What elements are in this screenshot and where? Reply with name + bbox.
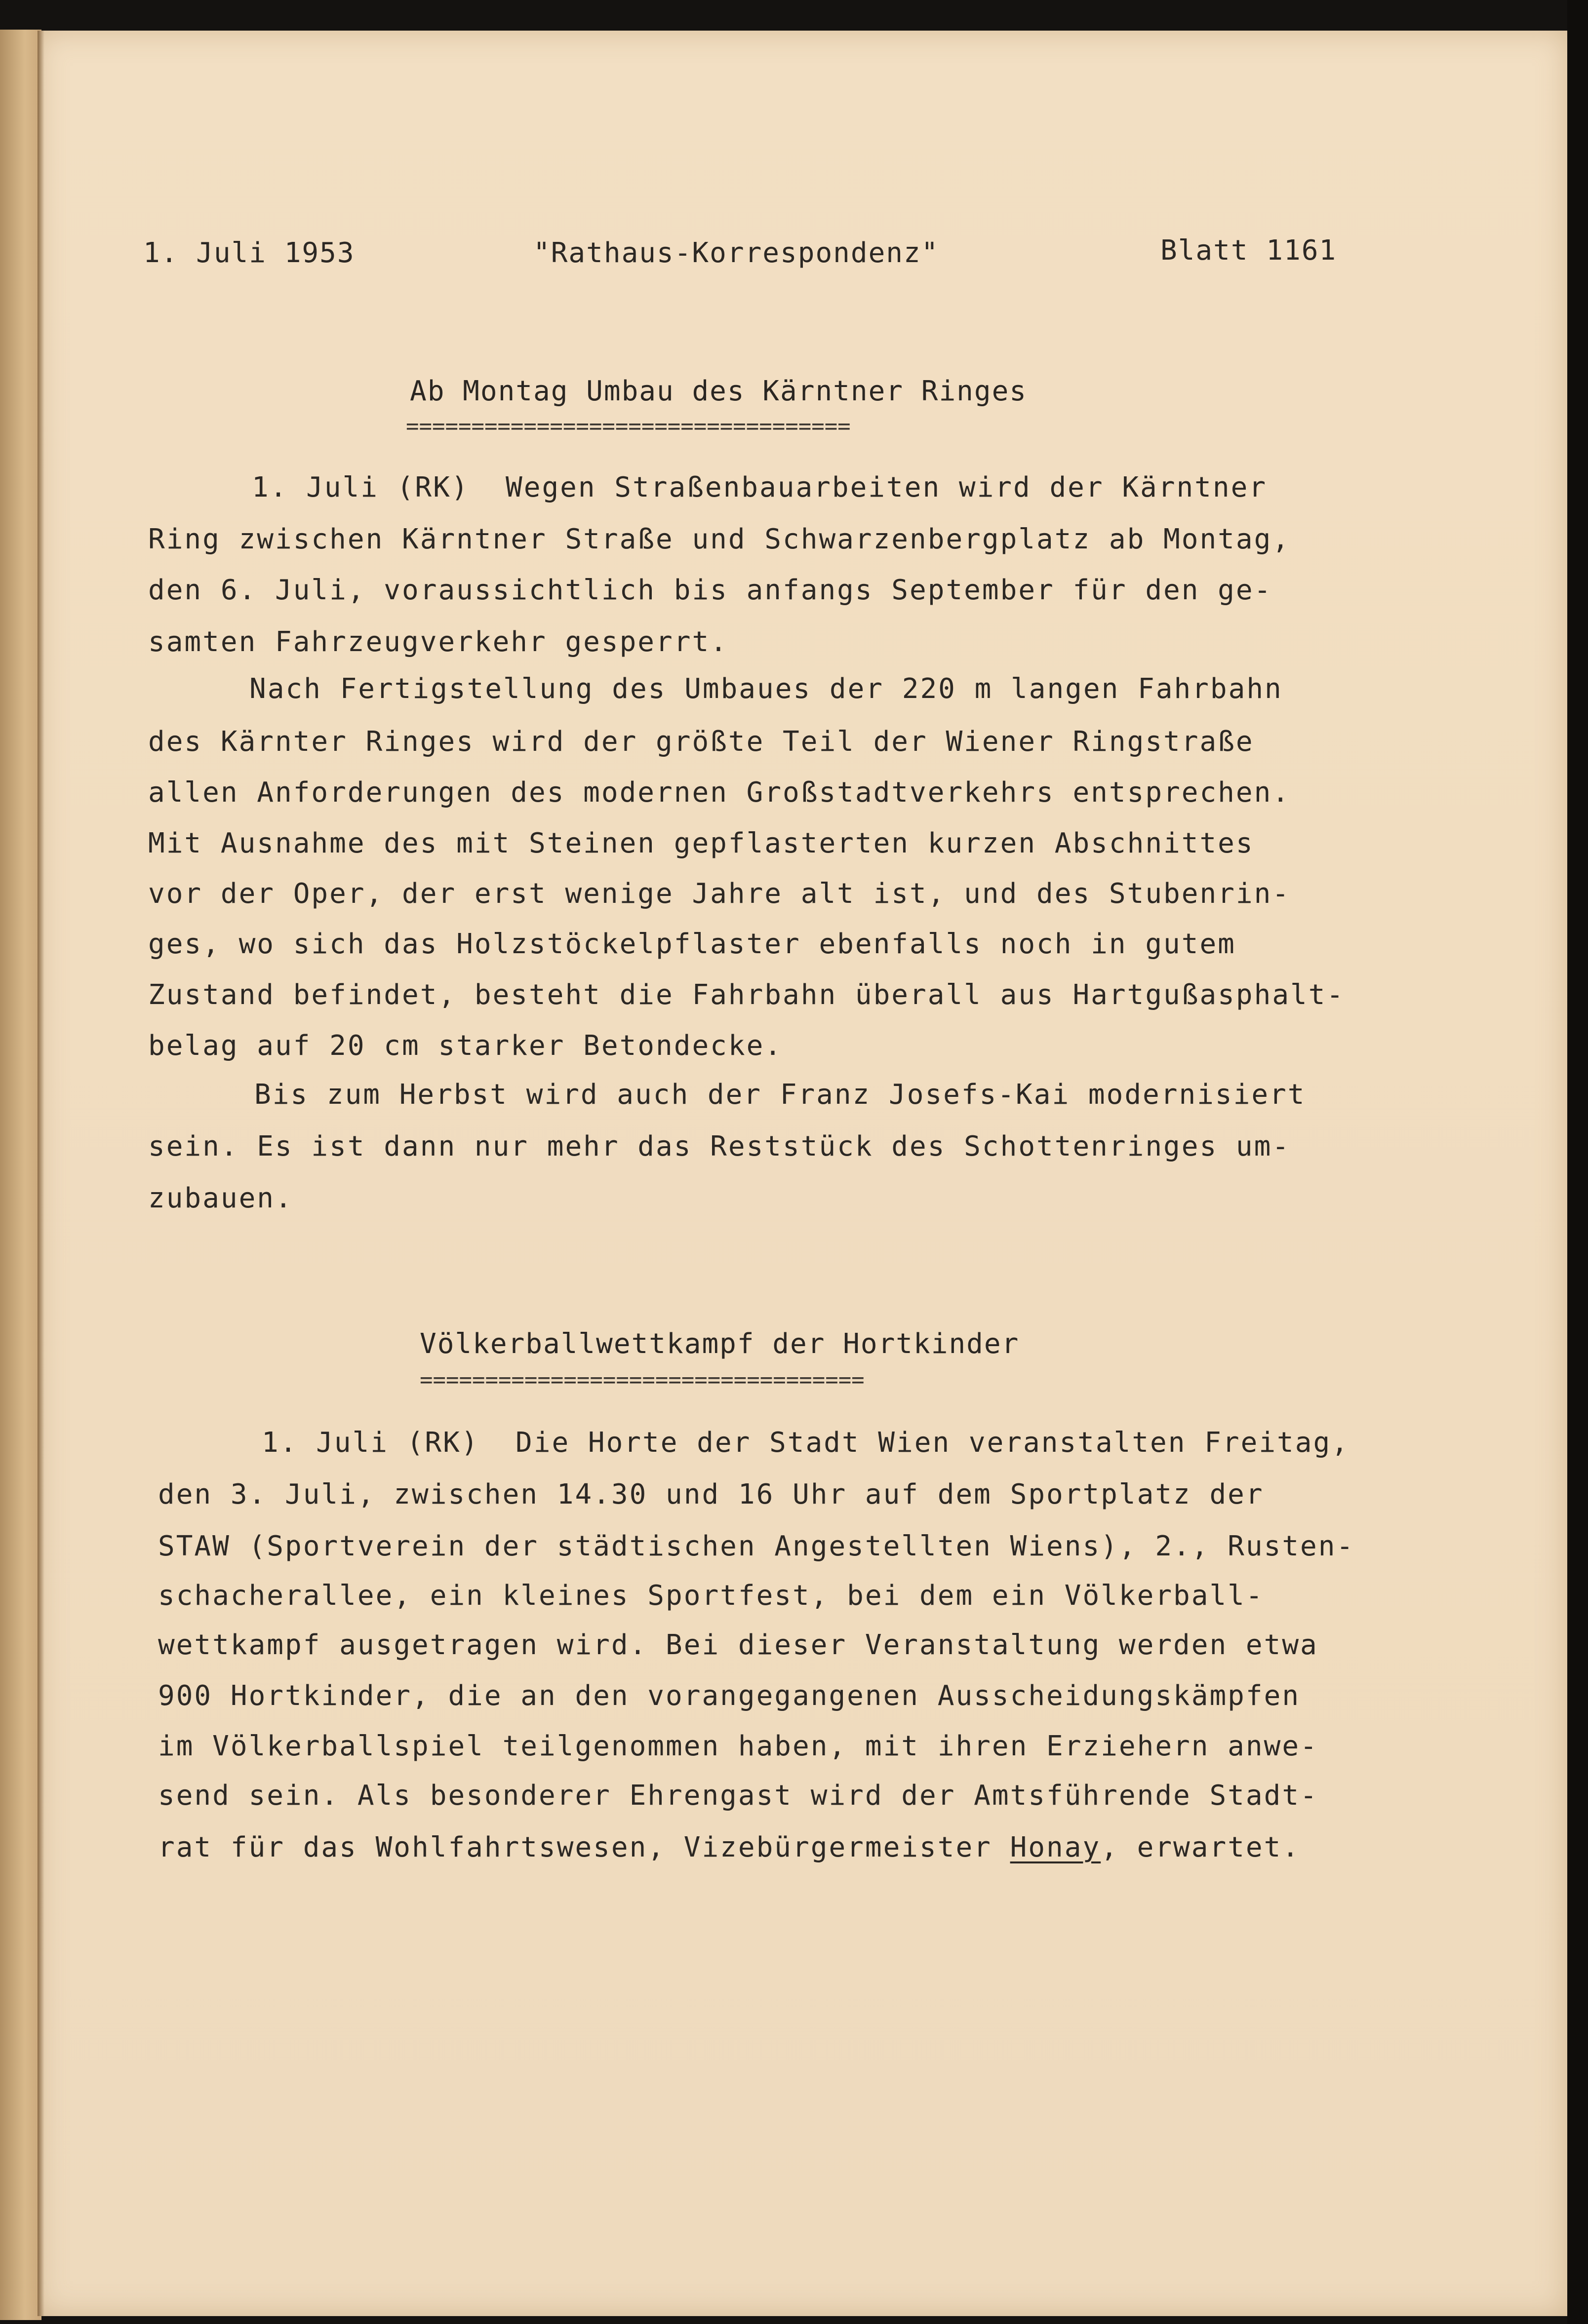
article2-line-7: im Völkerballspiel teilgenommen haben, mit ihren Erziehern anwe-	[158, 1730, 1318, 1762]
article2-line-9-text: rat für das Wohlfahrtswesen, Vizebürgermeister	[158, 1831, 1010, 1863]
article2-line-3: STAW (Sportverein der städtischen Angestellten Wiens), 2., Rusten-	[158, 1530, 1355, 1562]
article1-line-3: den 6. Juli, voraussichtlich bis anfangs September für den ge-	[148, 574, 1272, 606]
article1-line-12: belag auf 20 cm starker Betondecke.	[148, 1030, 783, 1062]
scan-right-border	[1567, 0, 1588, 2324]
article1-line-6: des Kärnter Ringes wird der größte Teil der Wiener Ringstraße	[148, 726, 1254, 758]
underlined-name: Honay	[1010, 1831, 1101, 1863]
article1-line-13: Bis zum Herbst wird auch der Franz Josefs-Kai modernisiert	[254, 1079, 1306, 1111]
article1-title: Ab Montag Umbau des Kärntner Ringes	[410, 375, 1028, 407]
article1-line-15: zubauen.	[148, 1182, 293, 1214]
article2-line-5: wettkampf ausgetragen wird. Bei dieser Veranstaltung werden etwa	[158, 1629, 1318, 1661]
header-publication: "Rathaus-Korrespondenz"	[533, 237, 939, 269]
document-page	[38, 31, 1567, 2316]
article1-line-8: Mit Ausnahme des mit Steinen gepflasterten kurzen Abschnittes	[148, 827, 1254, 859]
article2-line-2: den 3. Juli, zwischen 14.30 und 16 Uhr auf dem Sportplatz der	[158, 1478, 1264, 1511]
article1-line-14: sein. Es ist dann nur mehr das Reststück des Schottenringes um-	[148, 1130, 1291, 1162]
article1-line-7: allen Anforderungen des modernen Großstadtverkehrs entsprechen.	[148, 776, 1291, 809]
article2-line-1: 1. Juli (RK) Die Horte der Stadt Wien veranstalten Freitag,	[262, 1427, 1350, 1459]
header-sheet-number: Blatt 1161	[1160, 234, 1337, 267]
article2-title-rule: ==================================	[420, 1367, 865, 1393]
article1-line-5: Nach Fertigstellung des Umbaues der 220 m langen Fahrbahn	[249, 673, 1283, 705]
article1-line-9: vor der Oper, der erst wenige Jahre alt ist, und des Stubenrin-	[148, 878, 1291, 910]
article1-line-1: 1. Juli (RK) Wegen Straßenbauarbeiten wird der Kärntner	[252, 471, 1268, 504]
header-date: 1. Juli 1953	[143, 237, 355, 269]
article2-line-9-end: , erwartet.	[1101, 1831, 1301, 1863]
article2-line-9	[158, 1831, 1300, 1863]
article2-line-4: schacherallee, ein kleines Sportfest, bei dem ein Völkerball-	[158, 1580, 1264, 1612]
page-binding-shadow	[38, 31, 44, 2316]
article1-line-11: Zustand befindet, besteht die Fahrbahn überall aus Hartgußasphalt-	[148, 979, 1345, 1011]
article1-line-4: samten Fahrzeugverkehr gesperrt.	[148, 626, 728, 658]
article1-title-rule: ==================================	[406, 414, 851, 439]
article1-line-10: ges, wo sich das Holzstöckelpflaster ebenfalls noch in gutem	[148, 928, 1236, 960]
article2-title: Völkerballwettkampf der Hortkinder	[420, 1328, 1020, 1360]
previous-page-edge	[0, 30, 41, 2320]
article2-line-8: send sein. Als besonderer Ehrengast wird der Amtsführende Stadt-	[158, 1780, 1318, 1812]
article1-line-2: Ring zwischen Kärntner Straße und Schwarzenbergplatz ab Montag,	[148, 523, 1291, 555]
article2-line-6: 900 Hortkinder, die an den vorangegangenen Ausscheidungskämpfen	[158, 1680, 1301, 1712]
